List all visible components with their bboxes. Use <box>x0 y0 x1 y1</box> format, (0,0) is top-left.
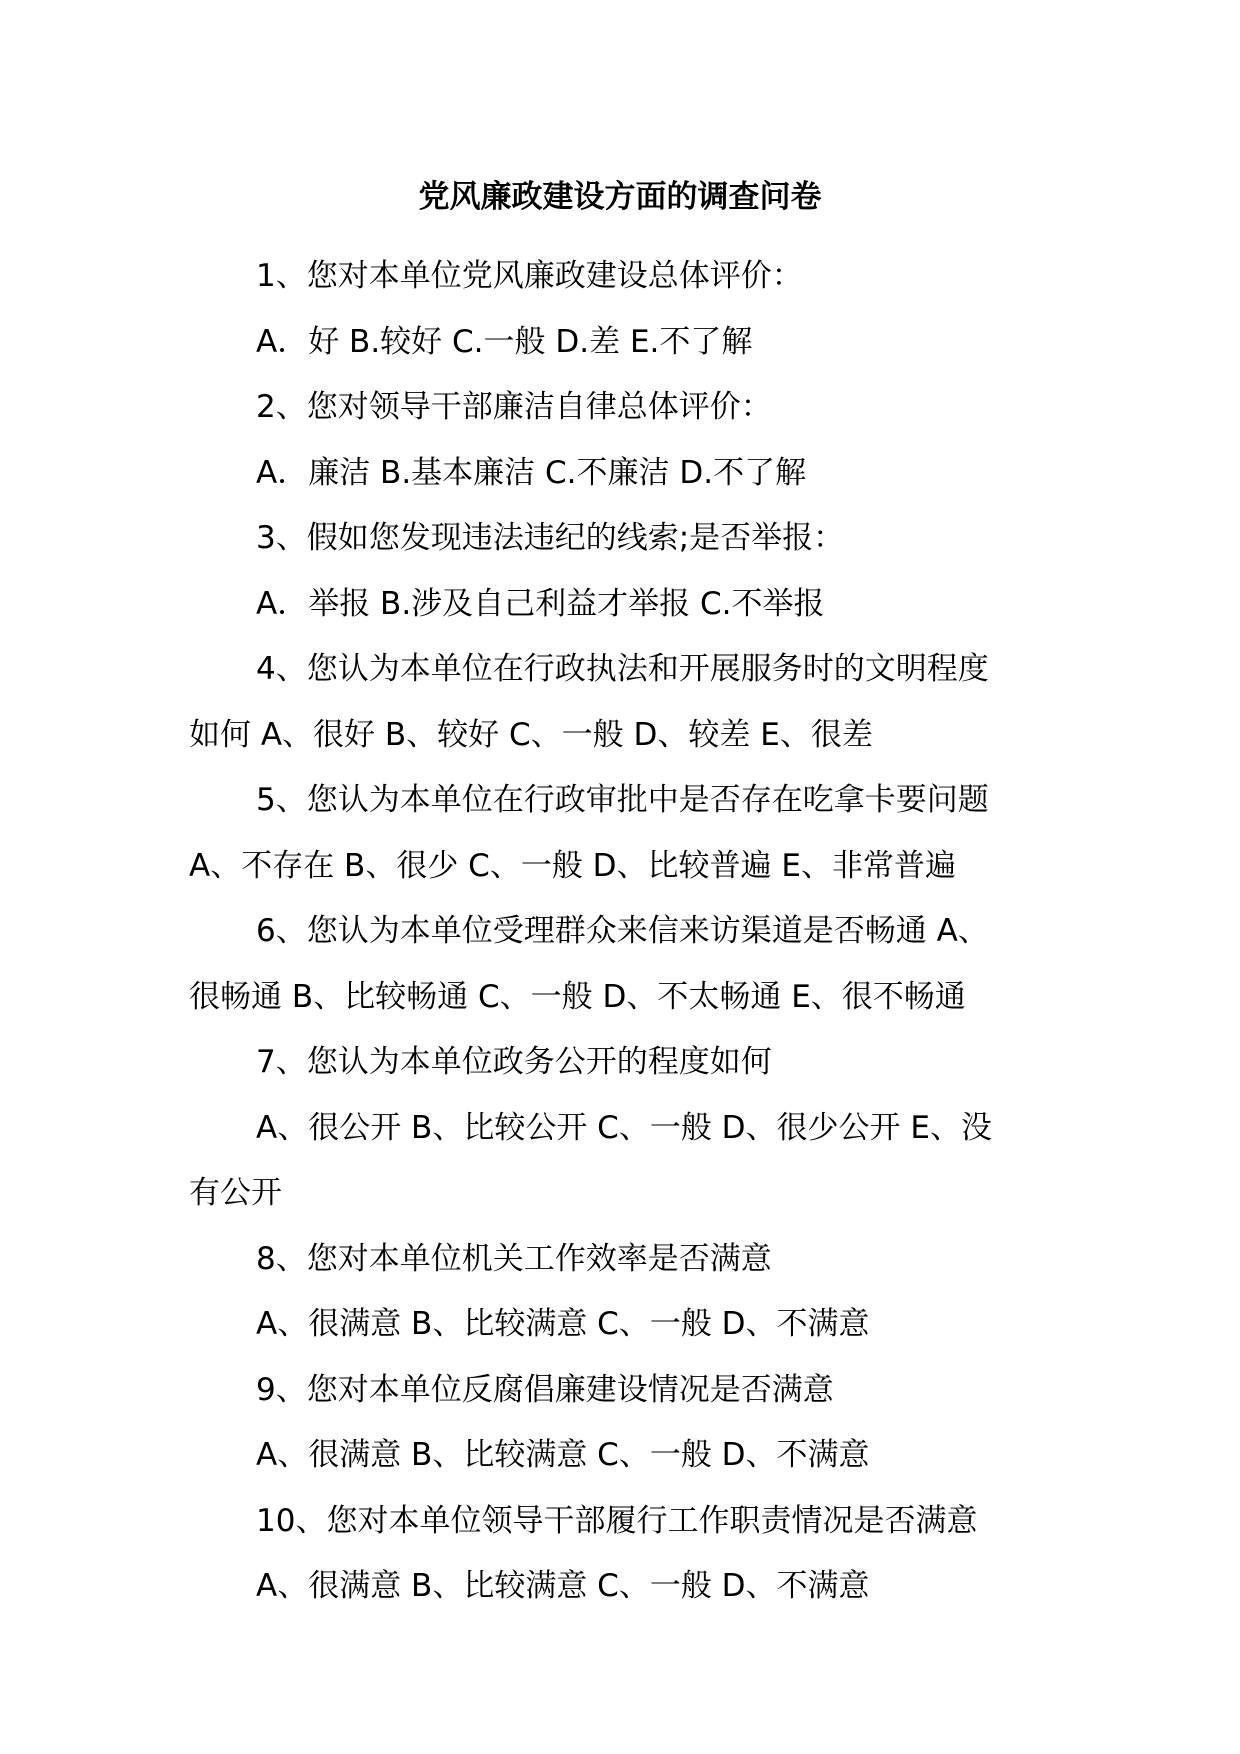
text-line: A、很满意 B、比较满意 C、一般 D、不满意 <box>256 1568 870 1604</box>
text-line: 8、您对本单位机关工作效率是否满意 <box>256 1240 772 1277</box>
text-line: A．好 B.较好 C.一般 D.差 E.不了解 <box>256 323 753 360</box>
text-line: 7、您认为本单位政务公开的程度如何 <box>256 1044 772 1080</box>
text-line: 5、您认为本单位在行政审批中是否存在吃拿卡要问题 <box>256 782 989 818</box>
document-body <box>189 244 1069 1620</box>
text-line: A．廉洁 B.基本廉洁 C.不廉洁 D.不了解 <box>256 454 807 491</box>
text-line: 2、您对领导干部廉洁自律总体评价： <box>256 389 772 425</box>
text-line: 10、您对本单位领导干部履行工作职责情况是否满意 <box>256 1502 978 1539</box>
text-line: A、很满意 B、比较满意 C、一般 D、不满意 <box>256 1437 870 1473</box>
text-line: 4、您认为本单位在行政执法和开展服务时的文明程度 <box>256 651 989 687</box>
text-line: A．举报 B.涉及自己利益才举报 C.不举报 <box>256 585 825 622</box>
text-line: 如何 A、很好 B、较好 C、一般 D、较差 E、很差 <box>189 716 873 753</box>
text-line: A、很公开 B、比较公开 C、一般 D、很少公开 E、没 <box>256 1109 992 1146</box>
text-line: 9、您对本单位反腐倡廉建设情况是否满意 <box>256 1371 834 1408</box>
text-line: A、不存在 B、很少 C、一般 D、比较普遍 E、非常普遍 <box>189 847 956 884</box>
text-line: 6、您认为本单位受理群众来信来访渠道是否畅通 A、 <box>256 913 989 949</box>
text-line: 1、您对本单位党风廉政建设总体评价： <box>256 258 803 294</box>
document-title: 党风廉政建设方面的调查问卷 <box>418 179 822 215</box>
text-line: 3、假如您发现违法违纪的线索;是否举报： <box>256 520 845 556</box>
text-line: 很畅通 B、比较畅通 C、一般 D、不太畅通 E、很不畅通 <box>189 978 966 1015</box>
text-line: A、很满意 B、比较满意 C、一般 D、不满意 <box>256 1306 870 1342</box>
text-line: 有公开 <box>189 1175 282 1211</box>
